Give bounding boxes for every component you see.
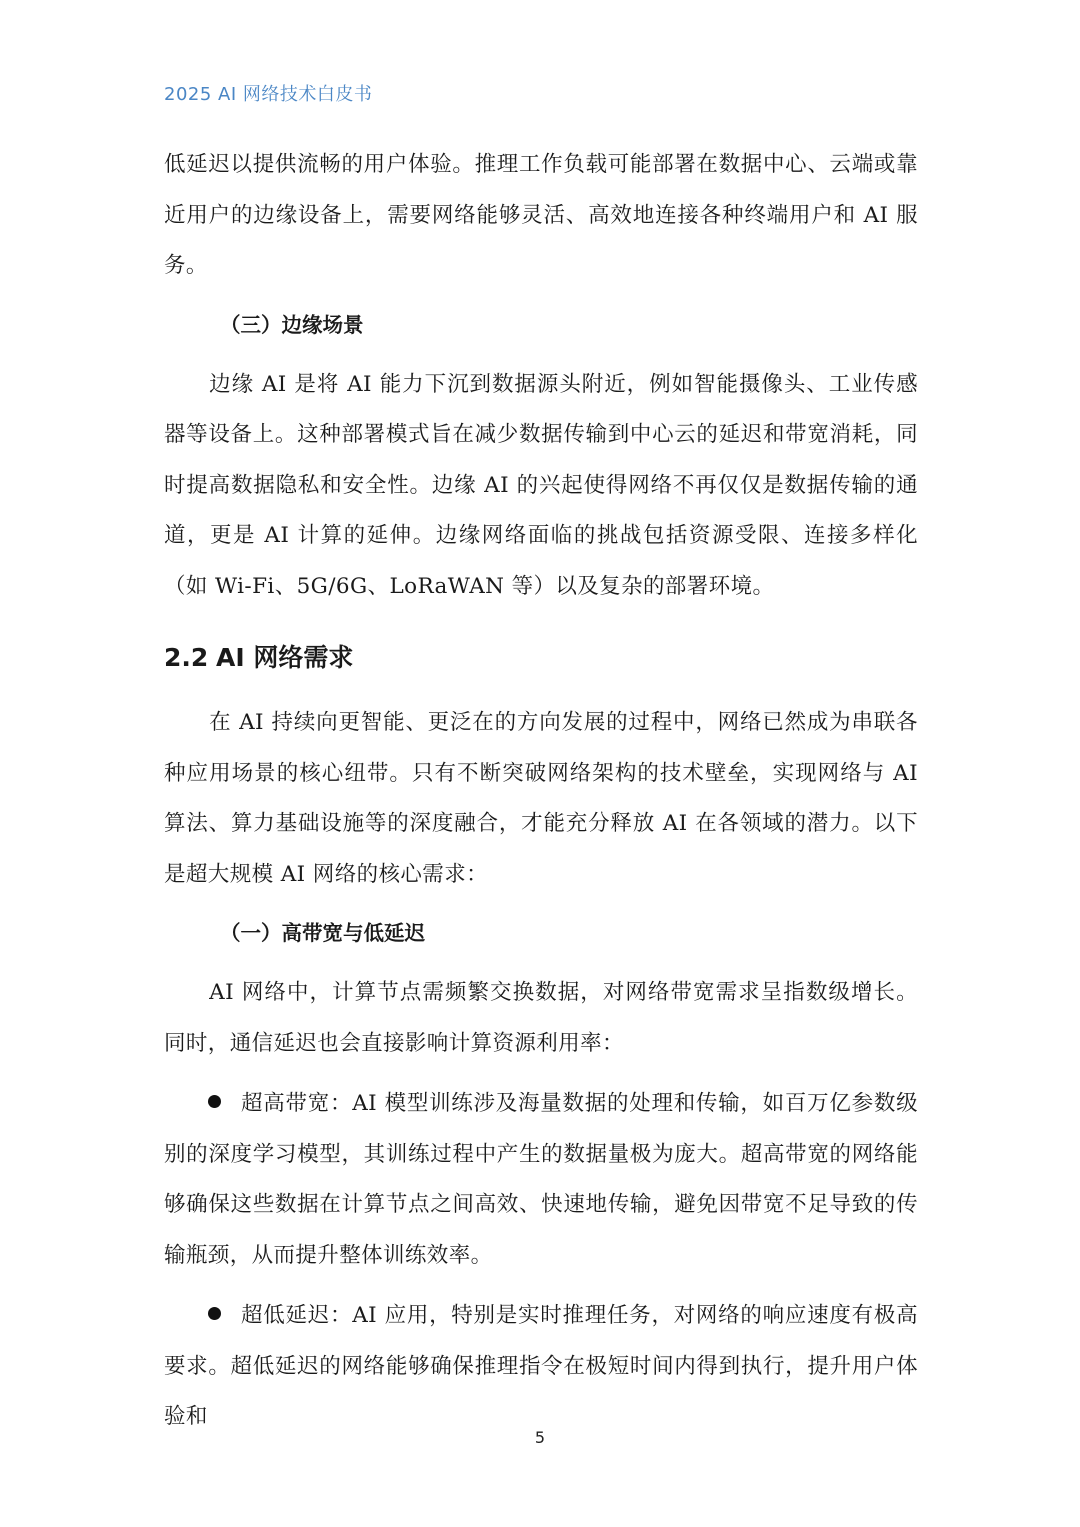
paragraph-continuation: 低延迟以提供流畅的用户体验。推理工作负载可能部署在数据中心、云端或靠近用户的边缘设备上，需要网络能够灵活、高效地连接各种终端用户和 AI 服务。 [164,152,918,278]
bullet-item-ultra-bandwidth [164,1079,918,1281]
subheading-edge-scenario: （三）边缘场景 [220,312,364,337]
paragraph-network-requirements: 在 AI 持续向更智能、更泛在的方向发展的过程中，网络已然成为串联各种应用场景的核心纽带。只有不断突破网络架构的技术壁垒，实现网络与 AI 算法、算力基础设施等的深度融合，才能充分释放 AI 在各领域的潜力。以下是超大规模 AI 网络的核心需求： [164,710,918,887]
section-title: AI 网络需求 [216,643,354,672]
paragraph-edge-ai: 边缘 AI 是将 AI 能力下沉到数据源头附近，例如智能摄像头、工业传感器等设备上。这种部署模式旨在减少数据传输到中心云的延迟和带宽消耗，同时提高数据隐私和安全性。边缘 AI 的兴起使得网络不再仅仅是数据传输的通道，更是 AI 计算的延伸。边缘网络面临的挑战包括资源受限、连接多样化（如 Wi-Fi、5G/6G、LoRaWAN 等）以及复杂的部署环境。 [164,371,918,599]
section-number: 2.2 [164,643,209,672]
section-heading [164,628,918,688]
bullet-icon [208,1095,221,1108]
running-header: 2025 AI 网络技术白皮书 [164,84,373,105]
bullet-item-ultra-low-latency [164,1291,918,1443]
bullet-text: 超高带宽：AI 模型训练涉及海量数据的处理和传输，如百万亿参数级别的深度学习模型，其训练过程中产生的数据量极为庞大。超高带宽的网络能够确保这些数据在计算节点之间高效、快速地传输，避免因带宽不足导致的传输瓶颈，从而提升整体训练效率。 [164,1091,918,1268]
page-number: 5 [534,1428,546,1447]
paragraph-bandwidth-intro: AI 网络中，计算节点需频繁交换数据，对网络带宽需求呈指数级增长。同时，通信延迟也会直接影响计算资源利用率： [164,980,918,1056]
bullet-icon [208,1307,221,1320]
bullet-text: 超低延迟：AI 应用，特别是实时推理任务，对网络的响应速度有极高要求。超低延迟的网络能够确保推理指令在极短时间内得到执行，提升用户体验和 [164,1303,918,1429]
subheading-bandwidth-latency: （一）高带宽与低延迟 [220,921,425,945]
page-content [164,140,918,1443]
